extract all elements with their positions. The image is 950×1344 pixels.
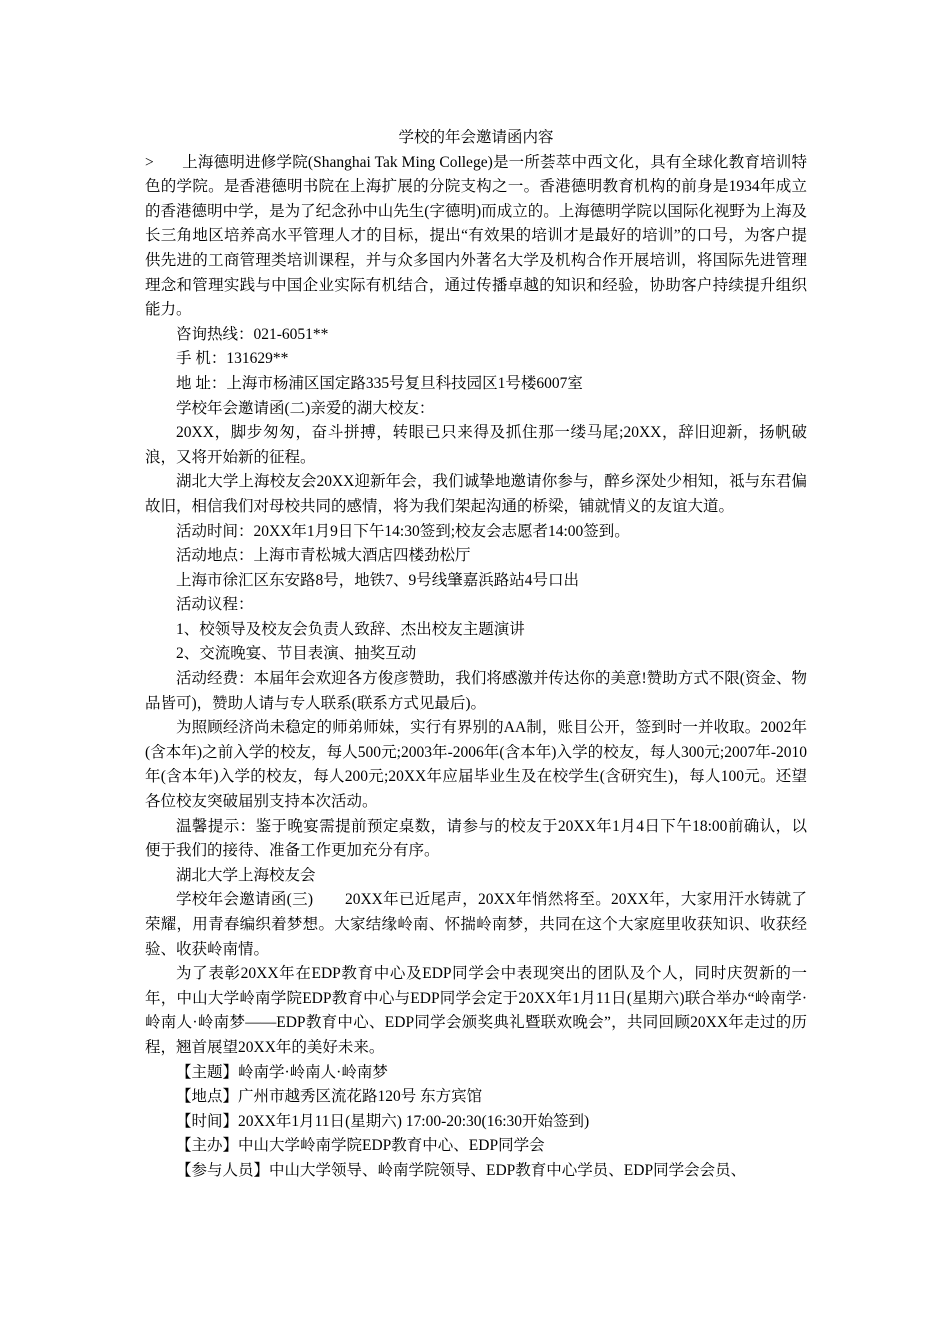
activity-expenses: 活动经费：本届年会欢迎各方俊彦赞助，我们将感激并传达你的美意!赞助方式不限(资金、物品皆可)，赞助人请与专人联系(联系方式见最后)。 — [145, 670, 807, 712]
paragraph-intro — [145, 151, 807, 323]
letter2-heading: 学校年会邀请函(二)亲爱的湖大校友： — [176, 399, 435, 417]
contact-hotline: 咨询热线：021-6051** — [176, 325, 329, 343]
reminder: 温馨提示：鉴于晚宴需提前预定桌数，请参与的校友于20XX年1月4日下午18:00前确认，以便于我们的接待、准备工作更加充分有序。 — [145, 817, 807, 860]
activity-place-detail: 上海市徐汇区东安路8号，地铁7、9号线肇嘉浜路站4号口出 — [176, 571, 580, 589]
event-participants: 【参与人员】中山大学领导、岭南学院领导、EDP教育中心学员、EDP同学会会员、 — [176, 1161, 747, 1179]
fee-schedule: 为照顾经济尚未稳定的师弟师妹，实行有界别的AA制，账目公开，签到时一并收取。2002年(含本年)之前入学的校友，每人500元;2003年-2006年(含本年)入学的校友，每人300元;2007年-2010年(含本年)入学的校友，每人200元;20XX年应届毕业生及在校学生(含研究生)，每人100元。还望各位校友突破届别支持本次活动。 — [145, 719, 807, 811]
quote-marker: > — [145, 153, 154, 171]
paragraph-intro-text: 上海德明进修学院(Shanghai Tak Ming College)是一所荟萃中西文化，具有全球化教育培训特色的学院。是香港德明书院在上海扩展的分院支构之一。香港德明教育机构的前身是1934年成立的香港德明中学，是为了纪念孙中山先生(字德明)而成立的。上海德明学院以国际化视野为上海及长三角地区培养高水平管理人才的目标，提出“有效果的培训才是最好的培训”的口号，为客户提供先进的工商管理类培训课程，并与众多国内外著名大学及机构合作开展培训，将国际先进管理理念和管理实践与中国企业实际有机结合，通过传播卓越的知识和经验，协助客户持续提升组织能力。 — [145, 153, 807, 319]
signature: 湖北大学上海校友会 — [176, 866, 316, 884]
event-theme: 【主题】岭南学·岭南人·岭南梦 — [176, 1063, 388, 1081]
contact-address: 地 址：上海市杨浦区国定路335号复旦科技园区1号楼6007室 — [176, 374, 583, 392]
event-time: 【时间】20XX年1月11日(星期六) 17:00-20:30(16:30开始签到) — [176, 1112, 590, 1130]
agenda-heading: 活动议程： — [176, 596, 254, 614]
document-title: 学校的年会邀请函内容 — [398, 129, 554, 146]
letter2-paragraph-1: 20XX，脚步匆匆，奋斗拼搏，转眼已只来得及抓住那一缕马尾;20XX，辞旧迎新，扬帆破浪，又将开始新的征程。 — [145, 424, 807, 466]
activity-time: 活动时间：20XX年1月9日下午14:30签到;校友会志愿者14:00签到。 — [176, 522, 630, 540]
event-venue: 【地点】广州市越秀区流花路120号 东方宾馆 — [176, 1088, 483, 1106]
letter3-paragraph-1: 学校年会邀请函(三) 20XX年已近尾声，20XX年悄然将至。20XX年，大家用汗水铸就了荣耀，用青春编织着梦想。大家结缘岭南、怀揣岭南梦，共同在这个大家庭里收获知识、收获经验、收获岭南情。 — [145, 891, 807, 958]
document-page — [145, 126, 807, 1184]
agenda-item-1: 1、校领导及校友会负责人致辞、杰出校友主题演讲 — [176, 620, 525, 638]
letter2-paragraph-2: 湖北大学上海校友会20XX迎新年会，我们诚挚地邀请你参与，醉乡深处少相知，祗与东君偏故旧，相信我们对母校共同的感情，将为我们架起沟通的桥梁，铺就情义的友谊大道。 — [145, 473, 807, 515]
contact-mobile: 手 机：131629** — [176, 350, 289, 368]
letter3-paragraph-2: 为了表彰20XX年在EDP教育中心及EDP同学会中表现突出的团队及个人，同时庆贺新的一年，中山大学岭南学院EDP教育中心与EDP同学会定于20XX年1月11日(星期六)联合举办“岭南学·岭南人·岭南梦——EDP教育中心、EDP同学会颁奖典礼暨联欢晚会”，共同回顾20XX年走过的历程，翘首展望20XX年的美好未来。 — [145, 965, 807, 1056]
event-host: 【主办】中山大学岭南学院EDP教育中心、EDP同学会 — [176, 1137, 545, 1155]
agenda-item-2: 2、交流晚宴、节目表演、抽奖互动 — [176, 645, 417, 663]
activity-place: 活动地点：上海市青松城大酒店四楼劲松厅 — [176, 547, 471, 565]
